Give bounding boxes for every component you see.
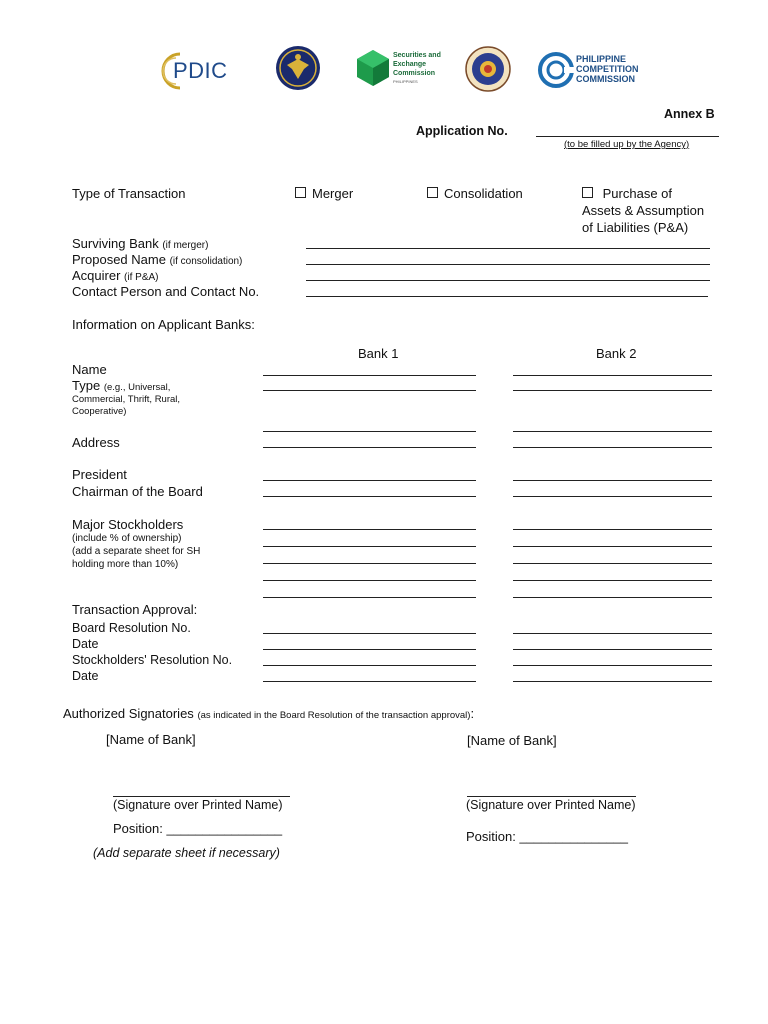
date-label-2: Date	[72, 669, 99, 683]
consolidation-checkbox[interactable]	[427, 187, 438, 198]
bank1-address-field-1[interactable]	[263, 431, 476, 432]
bank-name-right: [Name of Bank]	[467, 733, 557, 748]
bank2-stockholders-resolution-field[interactable]	[513, 665, 712, 666]
surviving-bank-text: Surviving Bank	[72, 236, 159, 251]
annex-label: Annex B	[664, 107, 715, 121]
acquirer-label	[72, 268, 159, 283]
bank1-board-resolution-field[interactable]	[263, 633, 476, 634]
position-right[interactable]: Position: _______________	[466, 829, 628, 844]
applicant-banks-heading: Information on Applicant Banks:	[72, 317, 255, 332]
bank1-header: Bank 1	[358, 346, 399, 361]
bsp-seal-logo	[275, 45, 321, 91]
bank1-chairman-field[interactable]	[263, 496, 476, 497]
sec-logo-text-3: Commission	[393, 70, 436, 77]
signature-line-right[interactable]	[467, 796, 636, 797]
acquirer-text: Acquirer	[72, 268, 121, 283]
pa-label-3: of Liabilities (P&A)	[582, 220, 689, 235]
type-text: Type	[72, 378, 101, 393]
bank1-president-field[interactable]	[263, 480, 476, 481]
acquirer-field[interactable]	[306, 280, 710, 281]
pdic-logo-text: PDIC	[173, 58, 228, 83]
stockholders-note-1: (include % of ownership)	[72, 533, 182, 544]
pa-checkbox[interactable]	[582, 187, 593, 198]
address-label: Address	[72, 435, 120, 450]
bank2-board-resolution-field[interactable]	[513, 633, 712, 634]
signature-line-left[interactable]	[113, 796, 290, 797]
bank2-name-field[interactable]	[513, 375, 712, 376]
signature-caption-right: (Signature over Printed Name)	[466, 798, 636, 812]
bank1-date-field-1[interactable]	[263, 649, 476, 650]
bank2-stockholder-field-5[interactable]	[513, 597, 712, 598]
authorized-signatories-note: (as indicated in the Board Resolution of the transaction approval)	[197, 710, 471, 721]
agency-note: (to be filled up by the Agency)	[564, 139, 690, 150]
bank1-stockholder-field-5[interactable]	[263, 597, 476, 598]
pcc-logo-text-2: COMPETITION	[576, 64, 639, 74]
bank1-date-field-2[interactable]	[263, 681, 476, 682]
stockholders-note-2: (add a separate sheet for SH	[72, 546, 201, 557]
pcc-logo-text-1: PHILIPPINE	[576, 54, 627, 64]
name-label: Name	[72, 362, 107, 377]
bank1-name-field[interactable]	[263, 375, 476, 376]
authorized-signatories-text: Authorized Signatories	[63, 706, 194, 721]
type-of-transaction-label: Type of Transaction	[72, 186, 186, 201]
type-note-1: (e.g., Universal,	[103, 382, 171, 393]
bank2-address-field-1[interactable]	[513, 431, 712, 432]
bank2-date-field-2[interactable]	[513, 681, 712, 682]
type-label	[72, 378, 170, 393]
bank2-address-field-2[interactable]	[513, 447, 712, 448]
bank-name-left: [Name of Bank]	[106, 732, 196, 747]
bank2-president-field[interactable]	[513, 480, 712, 481]
merger-label: Merger	[312, 186, 354, 201]
pcc-logo-text-3: COMMISSION	[576, 74, 636, 84]
position-left[interactable]: Position: ________________	[113, 821, 283, 836]
merger-option[interactable]	[295, 186, 353, 201]
acquirer-note: (if P&A)	[124, 272, 159, 283]
proposed-name-note: (if consolidation)	[169, 256, 243, 267]
authorized-signatories-heading	[63, 706, 474, 721]
sec-logo-text-2: Exchange	[393, 61, 427, 68]
bank2-stockholder-field-3[interactable]	[513, 563, 712, 564]
president-label: President	[72, 467, 127, 482]
sec-logo-text-4: PHILIPPINES	[393, 79, 418, 84]
bank2-stockholder-field-1[interactable]	[513, 529, 712, 530]
chairman-label: Chairman of the Board	[72, 484, 203, 499]
bank2-chairman-field[interactable]	[513, 496, 712, 497]
contact-label: Contact Person and Contact No.	[72, 284, 260, 299]
bank2-header: Bank 2	[596, 346, 637, 361]
sec-logo	[355, 48, 450, 90]
proposed-name-text: Proposed Name	[72, 252, 166, 267]
surviving-bank-note: (if merger)	[162, 240, 209, 251]
board-resolution-label: Board Resolution No.	[72, 621, 191, 635]
authorized-signatories-colon: :	[470, 706, 475, 721]
pcc-logo	[538, 52, 678, 88]
bank1-stockholder-field-4[interactable]	[263, 580, 476, 581]
bank2-stockholder-field-4[interactable]	[513, 580, 712, 581]
stockholders-resolution-label: Stockholders' Resolution No.	[72, 653, 233, 667]
pa-label-2: Assets & Assumption	[582, 203, 705, 218]
transaction-approval-label: Transaction Approval:	[72, 602, 198, 617]
pdic-logo	[158, 48, 238, 94]
merger-checkbox[interactable]	[295, 187, 306, 198]
sec-logo-text-1: Securities and	[393, 52, 441, 59]
bank1-stockholder-field-1[interactable]	[263, 529, 476, 530]
application-no-field[interactable]	[536, 136, 719, 137]
bank1-stockholder-field-3[interactable]	[263, 563, 476, 564]
dof-seal-logo	[465, 46, 511, 92]
bank1-stockholders-resolution-field[interactable]	[263, 665, 476, 666]
pa-label-1: Purchase of	[602, 186, 672, 201]
bank2-date-field-1[interactable]	[513, 649, 712, 650]
application-no-label: Application No.	[416, 124, 508, 138]
separate-sheet-note: (Add separate sheet if necessary)	[93, 846, 280, 860]
bank1-address-field-2[interactable]	[263, 447, 476, 448]
proposed-name-label	[72, 252, 242, 267]
proposed-name-field[interactable]	[306, 264, 710, 265]
bank1-stockholder-field-2[interactable]	[263, 546, 476, 547]
date-label-1: Date	[72, 637, 99, 651]
type-note-2: Commercial, Thrift, Rural,	[72, 394, 181, 405]
surviving-bank-field[interactable]	[306, 248, 710, 249]
consolidation-option[interactable]	[427, 186, 523, 201]
consolidation-label: Consolidation	[444, 186, 523, 201]
signature-caption-left: (Signature over Printed Name)	[113, 798, 283, 812]
type-note-3: Cooperative)	[72, 406, 127, 417]
bank2-stockholder-field-2[interactable]	[513, 546, 712, 547]
contact-field[interactable]	[306, 296, 708, 297]
surviving-bank-label	[72, 236, 208, 251]
stockholders-label: Major Stockholders	[72, 517, 184, 532]
bank1-type-field[interactable]	[263, 390, 476, 391]
pa-option[interactable]	[582, 186, 672, 201]
bank2-type-field[interactable]	[513, 390, 712, 391]
stockholders-note-3: holding more than 10%)	[72, 559, 179, 570]
